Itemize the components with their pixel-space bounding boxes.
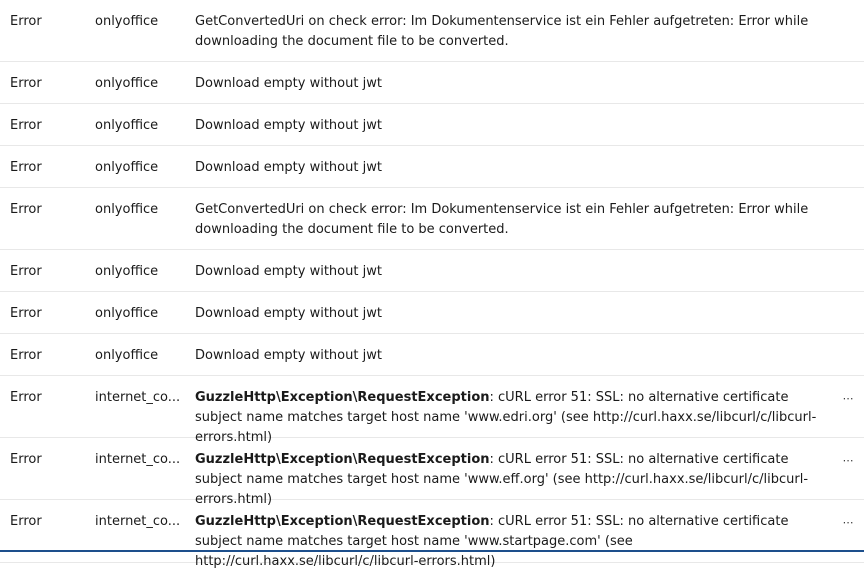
log-message (195, 250, 843, 291)
log-message (195, 334, 843, 375)
log-message (195, 188, 843, 249)
log-message-text: : cURL error 51: SSL: no alternative certificate subject name matches target host name 'www.eff.org' (see http://curl.haxx.se/libcurl/c/libcurl-errors.html) (195, 452, 809, 507)
log-row[interactable] (0, 146, 864, 188)
more-icon[interactable]: ⋯ (842, 515, 854, 529)
log-level: Error (10, 514, 42, 529)
log-row[interactable] (0, 188, 864, 250)
bottom-divider (0, 550, 864, 552)
log-level: Error (10, 160, 42, 175)
log-row[interactable] (0, 104, 864, 146)
log-message (195, 0, 843, 61)
log-row[interactable] (0, 376, 864, 445)
log-level: Error (10, 306, 42, 321)
log-level: Error (10, 118, 42, 133)
log-message-text: GetConvertedUri on check error: Im Dokumentenservice ist ein Fehler aufgetreten: Error while downloading the document file to be converted. (195, 202, 809, 237)
log-message (195, 376, 843, 445)
log-message (195, 438, 843, 507)
log-message-text: Download empty without jwt (195, 160, 382, 175)
log-row[interactable] (0, 334, 864, 376)
log-message (195, 500, 843, 569)
log-exception: GuzzleHttp\Exception\RequestException (195, 452, 490, 467)
log-message (195, 292, 843, 333)
log-level: Error (10, 202, 42, 217)
more-icon[interactable]: ⋯ (842, 391, 854, 405)
log-message-text: Download empty without jwt (195, 348, 382, 363)
log-row[interactable] (0, 500, 864, 569)
log-exception: GuzzleHttp\Exception\RequestException (195, 390, 490, 405)
log-app: onlyoffice (95, 306, 159, 321)
log-row[interactable] (0, 0, 864, 62)
log-message (195, 146, 843, 187)
log-level: Error (10, 348, 42, 363)
more-icon[interactable]: ⋯ (842, 453, 854, 467)
log-app: internet_co... (95, 452, 181, 467)
log-message-text: Download empty without jwt (195, 264, 382, 279)
log-row[interactable] (0, 62, 864, 104)
log-message-text: : cURL error 51: SSL: no alternative certificate subject name matches target host name 'www.edri.org' (see http://curl.haxx.se/libcurl/c/libcurl-errors.html) (195, 390, 817, 445)
log-app: onlyoffice (95, 264, 159, 279)
log-level: Error (10, 76, 42, 91)
log-app: internet_co... (95, 514, 181, 529)
log-message-text: Download empty without jwt (195, 76, 382, 91)
log-app: internet_co... (95, 390, 181, 405)
log-row[interactable] (0, 292, 864, 334)
log-level: Error (10, 264, 42, 279)
log-row[interactable] (0, 438, 864, 507)
log-message (195, 62, 843, 103)
log-message-text: GetConvertedUri on check error: Im Dokumentenservice ist ein Fehler aufgetreten: Error while downloading the document file to be converted. (195, 14, 809, 49)
log-level: Error (10, 390, 42, 405)
log-app: onlyoffice (95, 118, 159, 133)
log-app: onlyoffice (95, 76, 159, 91)
log-level: Error (10, 14, 42, 29)
log-app: onlyoffice (95, 160, 159, 175)
log-level: Error (10, 452, 42, 467)
log-message (195, 104, 843, 145)
log-message-text: Download empty without jwt (195, 306, 382, 321)
log-row[interactable] (0, 250, 864, 292)
log-message-text: : cURL error 51: SSL: no alternative certificate subject name matches target host name 'www.startpage.com' (see http://curl.haxx.se/libcurl/c/libcurl-errors.html) (195, 514, 789, 569)
log-app: onlyoffice (95, 202, 159, 217)
log-app: onlyoffice (95, 348, 159, 363)
log-app: onlyoffice (95, 14, 159, 29)
log-exception: GuzzleHttp\Exception\RequestException (195, 514, 490, 529)
log-message-text: Download empty without jwt (195, 118, 382, 133)
